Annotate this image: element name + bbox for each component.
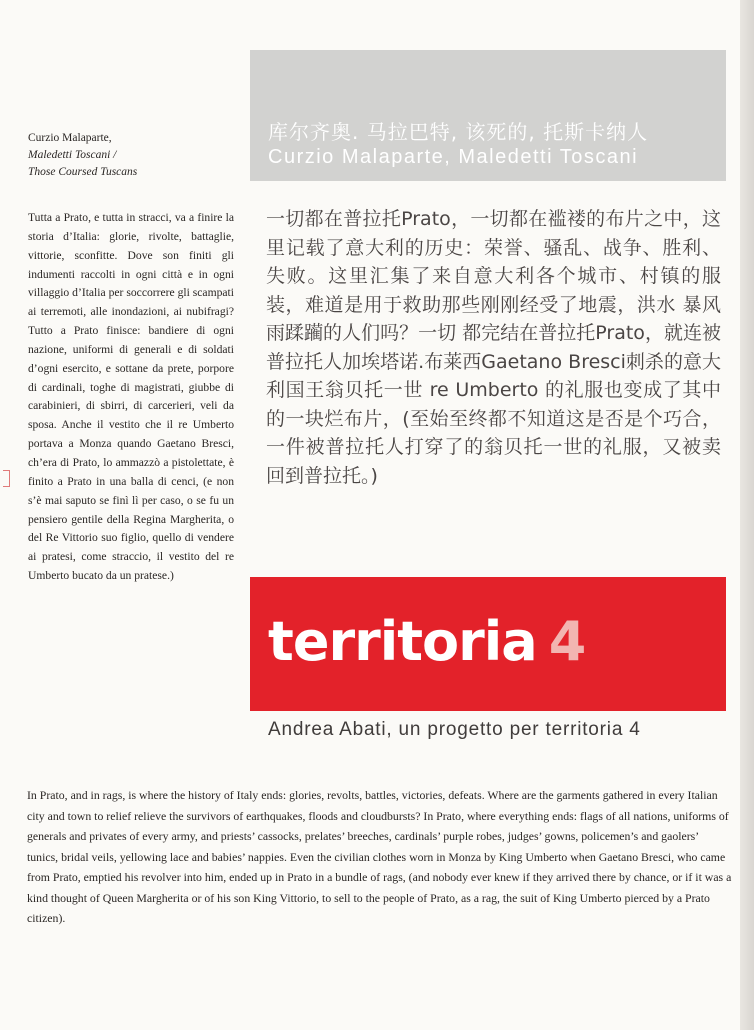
italian-passage: Tutta a Prato, e tutta in stracci, va a finire la storia d’Italia: glorie, rivolte, battaglie, vittorie, sconfitte. Dove son finiti gli indumenti raccolti in ogni città e in ogni villaggio d’Italia per soccorrere gli scampati ai terremoti, alle inondazioni, ai nubifragi? Tutto a Prato finisce: bandiere di ogni nazione, uniformi di generali e di soldati d’ogni esercito, e sottane da prete, porpore di cardinali, toghe di magistrati, giubbe di carabinieri, di sbirri, di carcerieri, veli da sposa. Anche il vestito che il re Umberto portava a Monza quando Gaetano Bresci, ch’era di Prato, lo ammazzò a pistolettate, è finito a Prato in una balla di cenci, (e non s’è mai saputo se finì lì per caso, o se fu un pensiero gentile della Regina Margherita, o del Re Vittorio suo figlio, quello di vendere ai pratesi, come straccio, il vestito del re Umberto bucato da un pratese.): [28, 211, 234, 583]
page-edge: [740, 0, 754, 1030]
brand-number: 4: [548, 610, 586, 673]
margin-bracket-mark: [3, 470, 10, 487]
territoria-logo: [268, 610, 585, 673]
english-passage: In Prato, and in rags, is where the history of Italy ends: glories, revolts, battles, victories, defeats. Where are the garments gathered in every Italian city and town to relief relieve the survivors of earthquakes, floods and cloudbursts? In Prato, where everything ends: flags of all nations, uniforms of generals and privates of every army, and priests’ cassocks, prelates’ breeches, cardinals’ purple robes, judges’ gowns, policemen’s and gaolers’ tunics, bridal veils, yellowing lace and babies’ nappies. Even the civilian clothes worn in Monza by King Umberto when Gaetano Bresci, who came from Prato, emptied his revolver into him, ended up in Prato in a bundle of rags, (and nobody ever knew if they arrived there by chance, or if it was a kind thought of Queen Margherita or of his son King Vittorio, to sell to the people of Prato, as a rag, the suit of King Umberto pierced by a Prato citizen).: [27, 788, 732, 925]
territoria-banner: [250, 577, 726, 711]
caption-author: Curzio Malaparte,: [28, 132, 112, 144]
source-caption: [28, 130, 208, 181]
english-title: Curzio Malaparte, Maledetti Toscani: [268, 146, 639, 168]
project-subtitle: Andrea Abati, un progetto per territoria 4: [268, 719, 641, 740]
brand-name: territoria: [268, 610, 537, 673]
caption-title-italian: Maledetti Toscani /: [28, 149, 117, 161]
title-banner: [250, 50, 726, 181]
chinese-title: 库尔齐奥. 马拉巴特, 该死的, 托斯卡纳人: [268, 120, 649, 144]
caption-title-english: Those Coursed Tuscans: [28, 166, 138, 178]
chinese-passage: 一切都在普拉托Prato，一切都在褴褛的布片之中，这里记载了意大利的历史：荣誉、骚乱、战争、胜利、失败。这里汇集了来自意大利各个城市、村镇的服装，难道是用于救助那些刚刚经受了地震，洪水 暴风雨蹂躏的人们吗？一切 都完结在普拉托Prato，就连被普拉托人加埃塔诺.布莱西Gaetano Bresci刺杀的意大利国王翁贝托一世 re Umberto 的礼服也变成了其中的一块烂布片，(至始至终都不知道这是否是个巧合，一件被普拉托人打穿了的翁贝托一世的礼服，又被卖回到普拉托。): [266, 208, 721, 487]
